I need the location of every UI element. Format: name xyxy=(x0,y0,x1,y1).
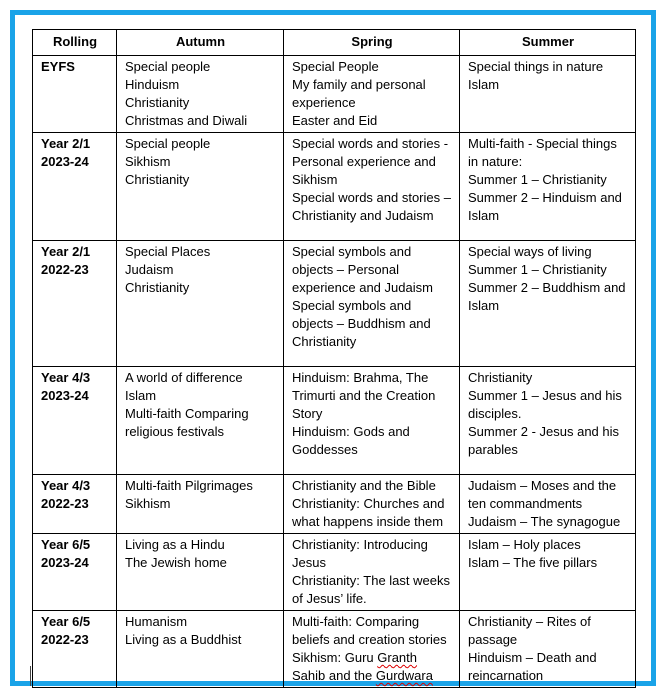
spring-cell xyxy=(284,241,460,367)
cell-line: A world of difference xyxy=(125,370,243,385)
cell-line: 2022-23 xyxy=(41,632,89,647)
cell-line: Islam – Holy places xyxy=(468,537,581,552)
cell-line: Year 2/1 xyxy=(41,136,91,151)
cell-line: Sikhism: Guru Granth Sahib and the Gurdwara xyxy=(292,650,433,683)
summer-cell xyxy=(460,534,636,611)
cell-line: Multi-faith: Comparing beliefs and creation stories xyxy=(292,614,447,647)
cell-line: Summer 1 – Christianity xyxy=(468,172,607,187)
cell-line: EYFS xyxy=(41,59,75,74)
cell-line: Christianity: Churches and what happens inside them xyxy=(292,496,445,529)
cell-line: Judaism xyxy=(125,262,174,277)
cell-line: Special things in nature xyxy=(468,59,604,74)
row-label-cell xyxy=(33,133,117,241)
page-border xyxy=(10,10,656,686)
cell-line: Summer 2 – Hinduism and Islam xyxy=(468,190,622,223)
cell-line: Year 2/1 xyxy=(41,244,91,259)
cell-line: Islam xyxy=(125,388,157,403)
summer-cell xyxy=(460,133,636,241)
autumn-cell xyxy=(117,534,284,611)
autumn-cell xyxy=(117,56,284,133)
autumn-cell xyxy=(117,611,284,688)
cell-line: Hinduism xyxy=(125,77,180,92)
summer-cell xyxy=(460,611,636,688)
curriculum-table xyxy=(32,29,636,688)
summer-cell xyxy=(460,241,636,367)
autumn-cell xyxy=(117,475,284,534)
cell-line: Christianity: The last weeks of Jesus’ life. xyxy=(292,573,450,606)
cell-line: Special symbols and objects – Buddhism and Christianity xyxy=(292,298,431,349)
table-row xyxy=(33,56,636,133)
spring-cell xyxy=(284,367,460,475)
cell-line: Special words and stories – Christianity and Judaism xyxy=(292,190,451,223)
row-label-cell xyxy=(33,475,117,534)
row-label-cell xyxy=(33,241,117,367)
cell-line: Special people xyxy=(125,59,211,74)
cell-line: Special People xyxy=(292,59,379,74)
summer-cell xyxy=(460,475,636,534)
summer-cell xyxy=(460,56,636,133)
row-label-cell xyxy=(33,367,117,475)
header-autumn: Autumn xyxy=(117,30,284,56)
row-label-cell xyxy=(33,56,117,133)
cell-line: 2023-24 xyxy=(41,154,89,169)
table-row xyxy=(33,367,636,475)
cell-line: Humanism xyxy=(125,614,188,629)
cell-line: Special Places xyxy=(125,244,211,259)
cell-line: Christianity xyxy=(125,280,190,295)
cell-line: Sikhism xyxy=(125,154,171,169)
cell-line: Year 6/5 xyxy=(41,614,91,629)
spring-cell xyxy=(284,475,460,534)
cell-line: Christmas and Diwali xyxy=(125,113,248,128)
table-row xyxy=(33,241,636,367)
cell-line: My family and personal experience xyxy=(292,77,426,110)
spring-cell xyxy=(284,133,460,241)
header-row xyxy=(33,30,636,56)
cell-line: Summer 1 – Jesus and his disciples. xyxy=(468,388,622,421)
cell-line: 2023-24 xyxy=(41,388,89,403)
cell-line: 2022-23 xyxy=(41,262,89,277)
table-row xyxy=(33,611,636,688)
summer-cell xyxy=(460,367,636,475)
cell-line: Hinduism: Gods and Goddesses xyxy=(292,424,410,457)
table-row xyxy=(33,133,636,241)
cell-line: Christianity xyxy=(468,370,533,385)
cell-line: Living as a Hindu xyxy=(125,537,225,552)
cell-line: Special words and stories - Personal experience and Sikhism xyxy=(292,136,449,187)
table-row xyxy=(33,475,636,534)
cell-line: Multi-faith Comparing religious festivals xyxy=(125,406,249,439)
autumn-cell xyxy=(117,133,284,241)
cell-line: Islam – The five pillars xyxy=(468,555,598,570)
cell-line: Year 4/3 xyxy=(41,370,91,385)
autumn-cell xyxy=(117,367,284,475)
autumn-cell xyxy=(117,241,284,367)
spring-cell xyxy=(284,611,460,688)
cell-line: Living as a Buddhist xyxy=(125,632,242,647)
cell-line: 2023-24 xyxy=(41,555,89,570)
cell-line: 2022-23 xyxy=(41,496,89,511)
cell-line: Special symbols and objects – Personal experience and Judaism xyxy=(292,244,433,295)
cell-line: Special ways of living xyxy=(468,244,592,259)
cell-line: Multi-faith Pilgrimages xyxy=(125,478,253,493)
cell-line: Judaism – The synagogue xyxy=(468,514,621,529)
cell-line: Sikhism xyxy=(125,496,171,511)
header-rolling: Rolling xyxy=(33,30,117,56)
cell-line: Summer 2 - Jesus and his parables xyxy=(468,424,620,457)
cell-line: Year 6/5 xyxy=(41,537,91,552)
spring-cell xyxy=(284,56,460,133)
cell-line: Multi-faith - Special things in nature: xyxy=(468,136,617,169)
cell-line: Easter and Eid xyxy=(292,113,378,128)
cell-line: Christianity xyxy=(125,172,190,187)
row-label-cell xyxy=(33,611,117,688)
cell-line: Special people xyxy=(125,136,211,151)
cell-line: Islam xyxy=(468,77,500,92)
row-label-cell xyxy=(33,534,117,611)
cursor-marker xyxy=(30,666,31,686)
table-row xyxy=(33,534,636,611)
cell-line: Judaism – Moses and the ten commandments xyxy=(468,478,617,511)
cell-line: Christianity: Introducing Jesus xyxy=(292,537,428,570)
cell-line: Christianity – Rites of passage xyxy=(468,614,591,647)
spring-cell xyxy=(284,534,460,611)
cell-line: Christianity and the Bible xyxy=(292,478,436,493)
header-summer: Summer xyxy=(460,30,636,56)
header-spring: Spring xyxy=(284,30,460,56)
cell-line: Summer 2 – Buddhism and Islam xyxy=(468,280,626,313)
cell-line: Hinduism: Brahma, The Trimurti and the Creation Story xyxy=(292,370,436,421)
cell-line: Hinduism – Death and reincarnation xyxy=(468,650,597,683)
cell-line: Christianity xyxy=(125,95,190,110)
cell-line: Summer 1 – Christianity xyxy=(468,262,607,277)
cell-line: Year 4/3 xyxy=(41,478,91,493)
cell-line: The Jewish home xyxy=(125,555,227,570)
